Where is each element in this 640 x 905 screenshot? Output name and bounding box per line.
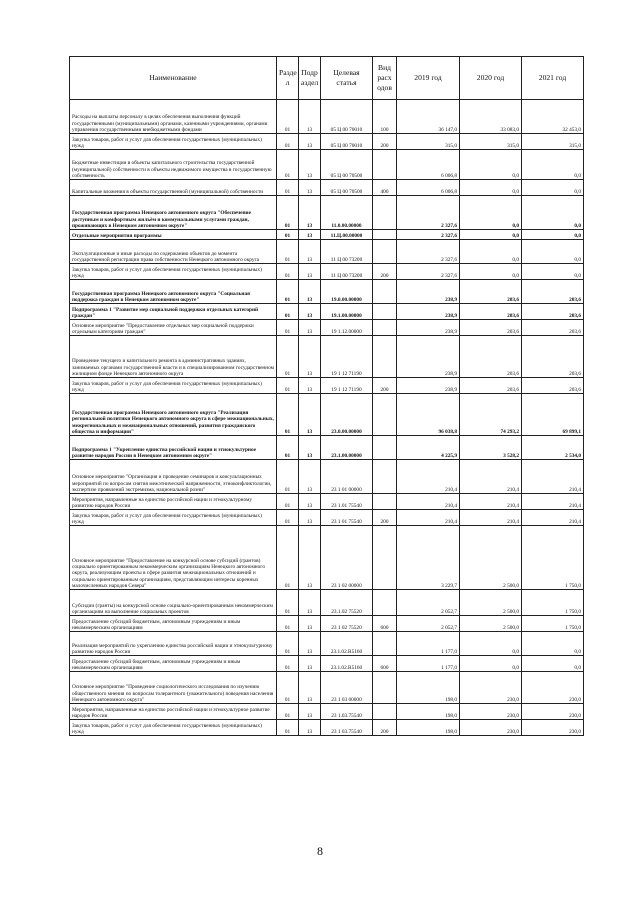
row-name: Субсидии (гранты) на конкурсной основе социально-ориентированным некоммерческим организациям на выполнение социальных проектов <box>70 590 277 616</box>
row-target-article: 23 1 02 00000 <box>321 526 373 590</box>
row-value-2020: 2 500,0 <box>460 590 522 616</box>
row-name: Закупка товаров, работ и услуг для обеспечения государственных (муниципальных) нужд <box>70 134 277 150</box>
row-razdel: 01 <box>277 526 299 590</box>
row-value-2020: 3 528,2 <box>460 436 522 460</box>
row-value-2020: 230,0 <box>460 704 522 720</box>
row-target-article: 19 1 12 71190 <box>321 378 373 394</box>
row-target-article: 23.0.00.00000 <box>321 394 373 436</box>
row-razdel: 01 <box>277 394 299 436</box>
row-podrazdel: 13 <box>299 590 321 616</box>
row-podrazdel: 13 <box>299 632 321 656</box>
row-podrazdel: 13 <box>299 720 321 736</box>
row-expense-type: 200 <box>373 510 397 526</box>
row-target-article: 23.1.02.R5160 <box>321 632 373 656</box>
row-name: Реализация мероприятий по укреплению единства российской нации и этнокультурному развитию народов России <box>70 632 277 656</box>
table-row <box>70 230 584 240</box>
row-value-2019: 6 006,8 <box>397 180 460 196</box>
header-2019: 2019 год <box>397 57 460 100</box>
table-row <box>70 672 584 704</box>
table-header-row <box>70 57 584 100</box>
table-row <box>70 632 584 656</box>
row-value-2019: 2 052,7 <box>397 590 460 616</box>
row-name: Предоставление субсидий бюджетным, автономным учреждениям и иным некоммерческим организациям <box>70 616 277 632</box>
row-value-2021: 1 750,0 <box>522 616 584 632</box>
row-name: Подпрограмма 1 "Укрепление единства российской нации и этнокультурное развитие народов России в Ненецком автономном округе" <box>70 436 277 460</box>
row-razdel: 01 <box>277 264 299 280</box>
row-value-2020: 0,0 <box>460 150 522 180</box>
row-expense-type <box>373 240 397 264</box>
row-value-2021: 0,0 <box>522 180 584 196</box>
row-razdel: 01 <box>277 616 299 632</box>
row-value-2019: 238,9 <box>397 336 460 378</box>
table-row <box>70 616 584 632</box>
row-target-article: 11 Ц 00 73200 <box>321 240 373 264</box>
row-value-2021: 210,4 <box>522 460 584 494</box>
row-value-2019: 6 006,8 <box>397 150 460 180</box>
row-value-2019: 96 038,8 <box>397 394 460 436</box>
row-name: Государственная программа Ненецкого автономного округа "Обеспечение доступным и комфортным жильём и коммунальными услугами граждан, проживающих в Ненецком автономном округе" <box>70 196 277 230</box>
row-value-2020: 74 293,2 <box>460 394 522 436</box>
row-name: Основное мероприятие "Предоставление отдельных мер социальной поддержки отдельным категориям граждан" <box>70 320 277 336</box>
table-row <box>70 336 584 378</box>
row-target-article: 11.Ц.00.00000 <box>321 230 373 240</box>
row-razdel: 01 <box>277 460 299 494</box>
row-value-2020: 0,0 <box>460 240 522 264</box>
row-value-2021: 203,6 <box>522 280 584 304</box>
row-expense-type <box>373 230 397 240</box>
row-podrazdel: 13 <box>299 526 321 590</box>
row-value-2020: 230,0 <box>460 672 522 704</box>
row-target-article: 23 1 02 75520 <box>321 616 373 632</box>
header-target-article: Целевая статья <box>321 57 373 100</box>
row-target-article: 05 Ц 00 70010 <box>321 100 373 134</box>
row-value-2019: 4 225,9 <box>397 436 460 460</box>
row-target-article: 05 Ц 00 70500 <box>321 180 373 196</box>
row-podrazdel: 13 <box>299 150 321 180</box>
row-value-2019: 198,0 <box>397 704 460 720</box>
row-name: Закупка товаров, работ и услуг для обеспечения государственных (муниципальных) нужд <box>70 264 277 280</box>
row-expense-type <box>373 460 397 494</box>
table-row <box>70 180 584 196</box>
table-row <box>70 704 584 720</box>
row-value-2021: 203,6 <box>522 304 584 320</box>
row-target-article: 23 1 03 00000 <box>321 672 373 704</box>
row-razdel: 01 <box>277 704 299 720</box>
row-razdel: 01 <box>277 672 299 704</box>
row-expense-type <box>373 672 397 704</box>
page-number: 8 <box>317 844 323 858</box>
row-value-2021: 0,0 <box>522 240 584 264</box>
row-target-article: 23 1.03.75540 <box>321 704 373 720</box>
header-name: Наименование <box>70 57 277 100</box>
header-2020: 2020 год <box>460 57 522 100</box>
row-razdel: 01 <box>277 196 299 230</box>
row-value-2019: 1 177,0 <box>397 656 460 672</box>
table-row <box>70 590 584 616</box>
row-expense-type: 200 <box>373 264 397 280</box>
header-2021: 2021 год <box>522 57 584 100</box>
row-value-2019: 238,9 <box>397 320 460 336</box>
row-target-article: 23 1 03.75540 <box>321 720 373 736</box>
row-target-article: 23 1.01 75540 <box>321 494 373 510</box>
table-row <box>70 436 584 460</box>
row-target-article: 19.0.00.00000 <box>321 280 373 304</box>
row-expense-type <box>373 280 397 304</box>
row-podrazdel: 13 <box>299 100 321 134</box>
row-value-2019: 2 327,6 <box>397 196 460 230</box>
row-podrazdel: 13 <box>299 196 321 230</box>
row-expense-type <box>373 632 397 656</box>
row-expense-type <box>373 150 397 180</box>
row-razdel: 01 <box>277 180 299 196</box>
row-razdel: 01 <box>277 134 299 150</box>
row-value-2019: 2 052,7 <box>397 616 460 632</box>
row-value-2020: 2 500,0 <box>460 616 522 632</box>
row-target-article: 11 Ц 00 73200 <box>321 264 373 280</box>
row-expense-type <box>373 336 397 378</box>
row-value-2021: 230,0 <box>522 704 584 720</box>
row-target-article: 23.1.00.00000 <box>321 436 373 460</box>
header-expense-type: Вид расх одов <box>373 57 397 100</box>
row-value-2020: 2 500,0 <box>460 526 522 590</box>
row-podrazdel: 13 <box>299 494 321 510</box>
row-name: Расходы на выплаты персоналу в целях обеспечения выполнения функций государственными (муниципальными) органами, казенными учреждениями, органами управления государственными внебюджетными фондами <box>70 100 277 134</box>
row-value-2021: 203,6 <box>522 320 584 336</box>
row-razdel: 01 <box>277 720 299 736</box>
table-row <box>70 150 584 180</box>
row-value-2021: 210,4 <box>522 510 584 526</box>
row-podrazdel: 13 <box>299 460 321 494</box>
row-value-2019: 210,4 <box>397 510 460 526</box>
row-target-article: 23.1.02 75520 <box>321 590 373 616</box>
row-value-2020: 203,6 <box>460 304 522 320</box>
row-expense-type <box>373 590 397 616</box>
row-value-2021: 315,0 <box>522 134 584 150</box>
row-name: Мероприятия, направленные на единство российской нации и этнокультурное развитие народов России <box>70 704 277 720</box>
row-value-2020: 0,0 <box>460 230 522 240</box>
row-value-2019: 1 177,0 <box>397 632 460 656</box>
row-value-2020: 210,4 <box>460 460 522 494</box>
row-expense-type <box>373 436 397 460</box>
row-expense-type: 600 <box>373 656 397 672</box>
budget-table <box>69 56 584 736</box>
row-value-2020: 203,6 <box>460 280 522 304</box>
row-podrazdel: 13 <box>299 672 321 704</box>
table-row <box>70 494 584 510</box>
row-podrazdel: 13 <box>299 704 321 720</box>
row-value-2020: 210,4 <box>460 510 522 526</box>
row-expense-type <box>373 196 397 230</box>
row-name: Подпрограмма 1 "Развитие мер социальной поддержки отдельных категорий граждан" <box>70 304 277 320</box>
row-value-2019: 2 327,6 <box>397 230 460 240</box>
row-expense-type: 200 <box>373 720 397 736</box>
row-value-2021: 210,4 <box>522 494 584 510</box>
row-razdel: 01 <box>277 280 299 304</box>
row-value-2020: 230,0 <box>460 720 522 736</box>
row-value-2019: 2 327,6 <box>397 240 460 264</box>
row-podrazdel: 13 <box>299 336 321 378</box>
table-row <box>70 304 584 320</box>
row-value-2020: 0,0 <box>460 196 522 230</box>
row-expense-type: 200 <box>373 134 397 150</box>
row-value-2021: 2 534,0 <box>522 436 584 460</box>
row-value-2019: 210,4 <box>397 494 460 510</box>
row-name: Закупка товаров, работ и услуг для обеспечения государственных (муниципальных) нужд <box>70 378 277 394</box>
row-target-article: 11.0.00.00000 <box>321 196 373 230</box>
row-value-2021: 0,0 <box>522 656 584 672</box>
row-name: Капитальные вложения в объекты государственной (муниципальной) собственности <box>70 180 277 196</box>
row-value-2019: 210,4 <box>397 460 460 494</box>
row-razdel: 01 <box>277 436 299 460</box>
row-target-article: 19.1.00.00000 <box>321 304 373 320</box>
row-razdel: 01 <box>277 304 299 320</box>
row-value-2019: 3 229,7 <box>397 526 460 590</box>
row-razdel: 01 <box>277 494 299 510</box>
table-row <box>70 460 584 494</box>
row-podrazdel: 13 <box>299 378 321 394</box>
row-value-2019: 238,9 <box>397 304 460 320</box>
row-expense-type: 400 <box>373 180 397 196</box>
row-razdel: 01 <box>277 656 299 672</box>
row-value-2021: 0,0 <box>522 196 584 230</box>
row-expense-type <box>373 494 397 510</box>
row-value-2021: 1 750,0 <box>522 526 584 590</box>
row-value-2020: 203,6 <box>460 320 522 336</box>
row-name: Государственная программа Ненецкого автономного округа "Реализация региональной политики Ненецкого автономного округа в сфере межнациональных, межрегиональных и межнациональных отношений, развития гражданского общества и информации" <box>70 394 277 436</box>
row-razdel: 01 <box>277 590 299 616</box>
table-row <box>70 196 584 230</box>
row-value-2019: 198,0 <box>397 720 460 736</box>
row-expense-type: 100 <box>373 100 397 134</box>
row-podrazdel: 13 <box>299 656 321 672</box>
header-podrazdel: Подр аздел <box>299 57 321 100</box>
row-name: Проведение текущего и капитального ремонта в административных зданиях, занимаемых органами государственной власти и в специализированном государственном жилищном фонде Ненецкого автономного округа <box>70 336 277 378</box>
row-podrazdel: 13 <box>299 230 321 240</box>
row-expense-type: 600 <box>373 616 397 632</box>
row-value-2021: 203,6 <box>522 336 584 378</box>
row-value-2021: 0,0 <box>522 150 584 180</box>
row-value-2020: 0,0 <box>460 180 522 196</box>
row-value-2021: 230,0 <box>522 672 584 704</box>
row-name: Закупка товаров, работ и услуг для обеспечения государственных (муниципальных) нужд <box>70 510 277 526</box>
row-razdel: 01 <box>277 230 299 240</box>
row-razdel: 01 <box>277 336 299 378</box>
row-razdel: 01 <box>277 150 299 180</box>
row-razdel: 01 <box>277 632 299 656</box>
row-value-2021: 0,0 <box>522 230 584 240</box>
row-podrazdel: 13 <box>299 510 321 526</box>
row-razdel: 01 <box>277 240 299 264</box>
row-value-2020: 203,6 <box>460 378 522 394</box>
row-podrazdel: 13 <box>299 320 321 336</box>
row-name: Государственная программа Ненецкого автономного округа "Социальная поддержка граждан в Ненецком автономном округе" <box>70 280 277 304</box>
row-value-2019: 2 327,6 <box>397 264 460 280</box>
row-podrazdel: 13 <box>299 616 321 632</box>
table-row <box>70 134 584 150</box>
row-value-2020: 0,0 <box>460 656 522 672</box>
row-target-article: 19 1.12.00000 <box>321 320 373 336</box>
table-row <box>70 656 584 672</box>
row-expense-type <box>373 704 397 720</box>
header-razdel: Разде л <box>277 57 299 100</box>
row-value-2021: 203,6 <box>522 378 584 394</box>
row-value-2021: 230,0 <box>522 720 584 736</box>
row-razdel: 01 <box>277 510 299 526</box>
row-expense-type <box>373 526 397 590</box>
table-row <box>70 378 584 394</box>
table-row <box>70 100 584 134</box>
row-name: Бюджетные инвестиции в объекты капитального строительства государственной (муниципальной) собственности в объекты недвижимого имущества в государственную собственность <box>70 150 277 180</box>
table-row <box>70 264 584 280</box>
row-name: Основное мероприятие "Проведение социологического исследования по изучению общественного мнения по вопросам толерантного (уважительного) поведения населения Ненецкого автономного округа" <box>70 672 277 704</box>
row-target-article: 23.1.02.R5160 <box>321 656 373 672</box>
row-podrazdel: 13 <box>299 304 321 320</box>
row-razdel: 01 <box>277 100 299 134</box>
row-name: Закупка товаров, работ и услуг для обеспечения государственных (муниципальных) нужд <box>70 720 277 736</box>
row-value-2019: 36 147,0 <box>397 100 460 134</box>
row-expense-type: 200 <box>373 378 397 394</box>
row-target-article: 23 1 01 00000 <box>321 460 373 494</box>
row-value-2019: 238,9 <box>397 378 460 394</box>
table-row <box>70 526 584 590</box>
row-podrazdel: 13 <box>299 180 321 196</box>
row-value-2019: 198,0 <box>397 672 460 704</box>
table-row <box>70 720 584 736</box>
row-expense-type <box>373 304 397 320</box>
row-value-2021: 0,0 <box>522 632 584 656</box>
row-target-article: 19 1 12 71190 <box>321 336 373 378</box>
table-row <box>70 394 584 436</box>
row-razdel: 01 <box>277 378 299 394</box>
row-name: Отдельные мероприятия программы <box>70 230 277 240</box>
row-razdel: 01 <box>277 320 299 336</box>
table-row <box>70 240 584 264</box>
row-target-article: 23 1 01 75540 <box>321 510 373 526</box>
row-value-2020: 210,4 <box>460 494 522 510</box>
row-podrazdel: 13 <box>299 134 321 150</box>
row-value-2020: 0,0 <box>460 264 522 280</box>
row-podrazdel: 13 <box>299 280 321 304</box>
row-value-2020: 33 083,0 <box>460 100 522 134</box>
row-target-article: 05 Ц 00 70010 <box>321 134 373 150</box>
row-name: Эксплуатационные и иные расходы по содержанию объектов до момента государственной регистрации права собственности Ненецкого автономного округа <box>70 240 277 264</box>
table-row <box>70 280 584 304</box>
table-row <box>70 510 584 526</box>
row-podrazdel: 13 <box>299 264 321 280</box>
row-value-2019: 238,9 <box>397 280 460 304</box>
row-expense-type <box>373 394 397 436</box>
row-expense-type <box>373 320 397 336</box>
row-value-2020: 203,6 <box>460 336 522 378</box>
table-row <box>70 320 584 336</box>
row-name: Мероприятия, направленные на единство российской нации и этнокультурному развитию народов России <box>70 494 277 510</box>
row-podrazdel: 13 <box>299 240 321 264</box>
row-name: Основное мероприятие "Предоставление на конкурсной основе субсидий (грантов) социально ориентированным некоммерческим организациям Ненецкого автономного округа, реализующим проекты в сфере развития межнациональных отношений и социально ориентированным организациям, представляющим интересы коренных малочисленных народов Севера" <box>70 526 277 590</box>
row-value-2021: 0,0 <box>522 264 584 280</box>
row-value-2021: 1 750,0 <box>522 590 584 616</box>
row-target-article: 05 Ц 00 70500 <box>321 150 373 180</box>
row-value-2021: 69 899,1 <box>522 394 584 436</box>
row-value-2020: 315,0 <box>460 134 522 150</box>
row-name: Предоставление субсидий бюджетным, автономным учреждениям и иным некоммерческим организациям <box>70 656 277 672</box>
row-value-2021: 32 453,0 <box>522 100 584 134</box>
row-value-2020: 0,0 <box>460 632 522 656</box>
row-podrazdel: 13 <box>299 394 321 436</box>
row-name: Основное мероприятие "Организация и проведение семинаров и консультационных мероприятий по вопросам снятия межэтнической напряженности, этноконфликтологии, экспертизе проявлений экстремизма, национальной розни" <box>70 460 277 494</box>
row-value-2019: 315,0 <box>397 134 460 150</box>
row-podrazdel: 13 <box>299 436 321 460</box>
